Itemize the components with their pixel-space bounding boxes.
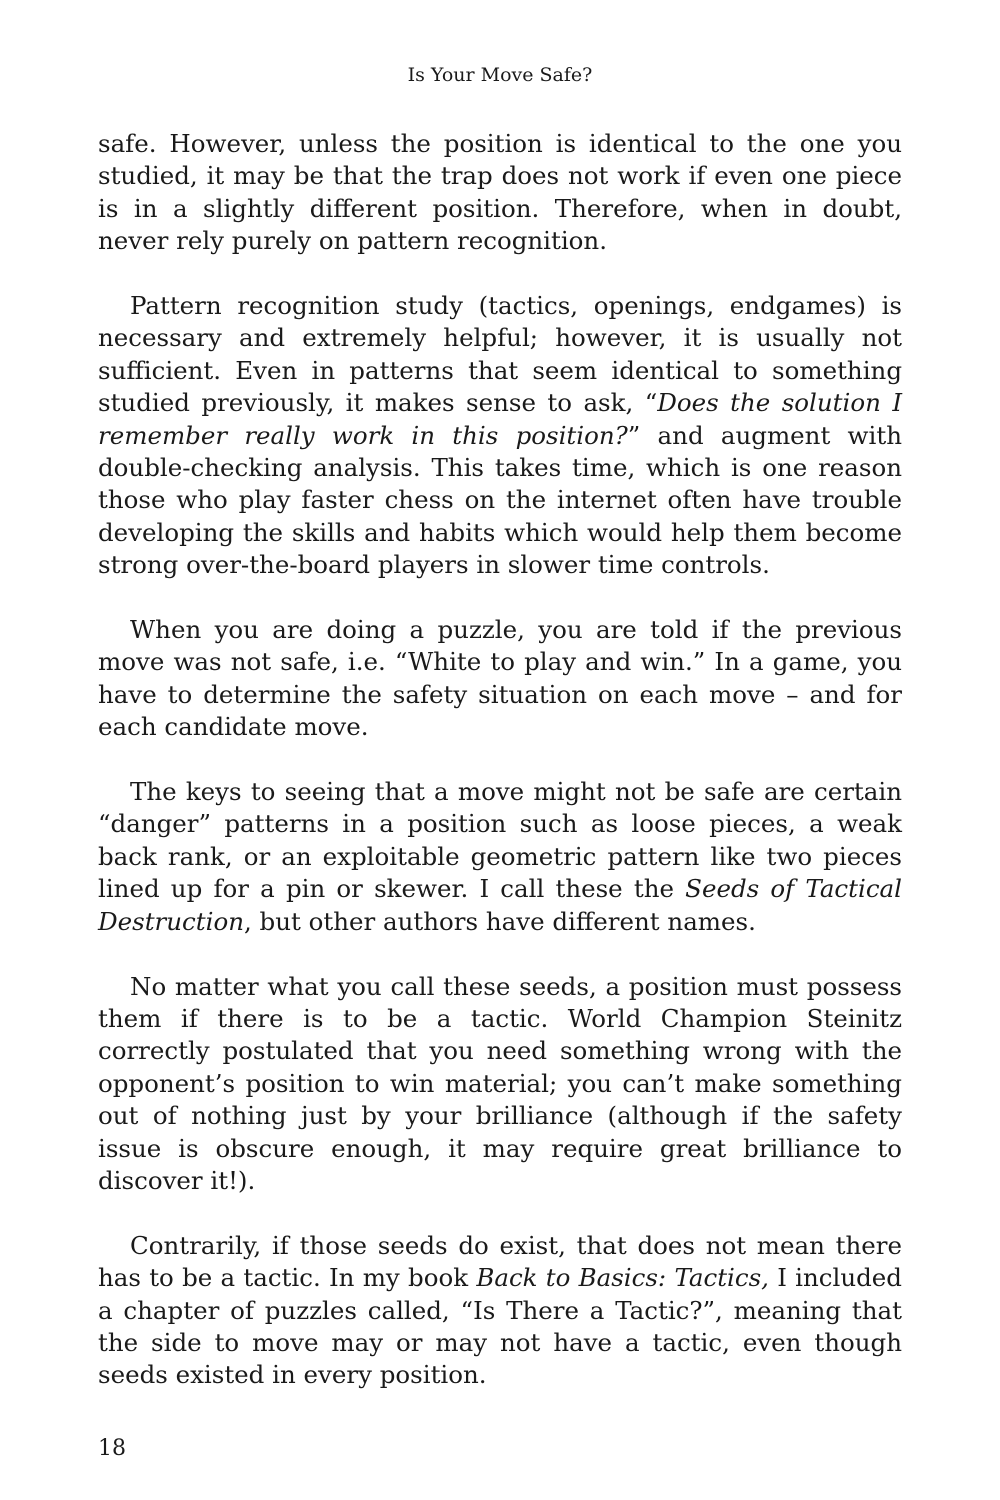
text-run: The keys to seeing that a move might not be safe are certain “danger” patterns in a position such as loose pieces, a weak back rank, or an exploitable geometric pattern like two pieces lined up for a pin or skewer. I call these the: [98, 777, 902, 904]
paragraph: [98, 971, 902, 1198]
text-run: When you are doing a puzzle, you are told if the previous move was not safe, i.e. “White to play and win.” In a game, you have to determine the safety situation on each move – and for each candidate move.: [98, 615, 902, 742]
body-text: [98, 128, 902, 1392]
paragraph: [98, 128, 902, 258]
text-run: No matter what you call these seeds, a position must possess them if there is to be a tactic. World Champion Steinitz correctly postulated that you need something wrong with the opponent’s position to win material; you can’t make something out of nothing just by your brilliance (although if the safety issue is obscure enough, it may require great brilliance to discover it!).: [98, 971, 902, 1195]
paragraph: [98, 1230, 902, 1392]
italic-question: Does the solution I remember really work in this position?: [98, 388, 903, 450]
text-run: safe. However, unless the position is identical to the one you studied, it may be that the trap does not work if even one piece is in a slightly different position. Therefore, when in doubt, never rely purely on pattern recognition.: [98, 129, 902, 256]
text-run: , but other authors have different names.: [243, 906, 756, 936]
paragraph: [98, 290, 902, 582]
text-run: Pattern recognition study (tactics, openings, endgames) is necessary and extremely helpful; however, it is usually not sufficient. Even in patterns that seem identical to something studied previously, it makes sense to ask, “: [98, 291, 902, 418]
text-run: ” and augment with double-checking analysis. This takes time, which is one reason those who play faster chess on the internet often have trouble developing the skills and habits which would help them become strong over-the-board players in slower time controls.: [98, 420, 902, 580]
paragraph: [98, 776, 902, 938]
text-run: I included a chapter of puzzles called, “Is There a Tactic?”, meaning that the side to move may or may not have a tactic, even though seeds existed in every position.: [98, 1263, 902, 1390]
running-head: Is Your Move Safe?: [407, 64, 593, 86]
italic-book-title: Back to Basics: Tactics,: [476, 1263, 769, 1293]
page-number: 18: [98, 1436, 126, 1461]
paragraph: [98, 614, 902, 744]
italic-term: Seeds of Tactical Destruction: [98, 874, 903, 936]
text-run: Contrarily, if those seeds do exist, that does not mean there has to be a tactic. In my book: [98, 1230, 902, 1293]
